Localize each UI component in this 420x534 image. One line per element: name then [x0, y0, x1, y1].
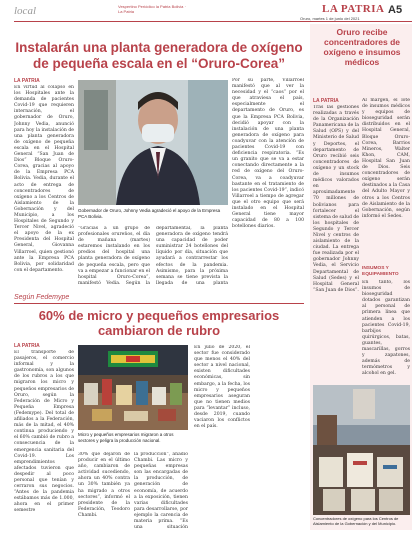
article2-headline: 60% de micro y pequeños empresarios cambiaron de rubro — [38, 308, 280, 338]
governor-photo — [78, 80, 228, 205]
sidebar-col2: Al margen, el lote de insumos médicos y equipos de bioseguridad serán distribuidos en el Hospital General, Bloque Oruro-Corea, Barrios Mineros, Walter Khon, CAM, Hospital San Juan de Dios. Seis concentradores de oxígeno serán destinados a la Casa del Adulto Mayor y otros a los Centros de Aislamiento de la Gobernación, según informó el Sedes. — [362, 98, 410, 219]
sidebar-kicker: LA PATRIA — [313, 98, 339, 104]
article1-col2: “Gracias a un grupo de profesionales orureños, el día de mañana (martes) estaremos instalando en los predios del hospital una planta generadora de oxígeno de pequeña escala, pero que va a empezar a funcionar en el hospital Oruro-Corea”, manifestó Vedia. Según la — [78, 226, 150, 286]
sidebar-caption: Concentradores de oxígeno para los Centros de Aislamiento de la Gobernación y del Municipio. — [313, 516, 399, 526]
products-photo — [78, 345, 188, 430]
article1-col4: Por su parte, Villarroel manifestó que al ver la necesidad y el “caos” por el que atraviesa el país, especialmente el departamento de Oruro, es que la Empresa PCA Bolivia, decidió apoyar con la instalación de una planta generadora de oxígeno para coadyuvar con la atención de pacientes Covid-19 con deficiencia respiratoria. “Es un granito que se va a estar conectando directamente a la red de oxígeno del Oruro-Corea, va a coadyuvar bastante en el tratamiento de los pacientes Covid-19”, indicó Villarroel a tiempo de agregar que el otro equipo que será instalado en el Hospital General tiene mayor capacidad de 80 a 100 botellones diarios. — [232, 78, 304, 230]
sidebar-col1: Tras las gestiones realizadas a través de la Organización Panamericana de la Salud (OPS) y del Ministerio de Salud y Deportes, el departamento de Oruro recibió seis concentradores de oxígeno y un stock de insumos médicos valorados en aproximadamente 70 millones de bolivianos para fortalecer el sistema de salud de los hospitales de Segundo y Tercer Nivel y centros de aislamiento de la ciudad. La entrega fue realizada por el gobernador Johnny Vedia, el Servicio Departamental de Salud (Sedes) y el Hospital General “San Juan de Dios”. — [313, 105, 359, 293]
article2-section-kicker: Según Fedemype — [14, 294, 70, 301]
article2-col5 — [254, 345, 304, 530]
sidebar-col3: En tanto, los insumos de bioseguridad dotados garantizan al personal de primera línea que atienden a los pacientes Covid-19, barbijos quirúrgicos, batas, guantes, mascarillas, gorros y zapatones, además de termómetros y alcohol en gel. — [362, 280, 410, 375]
sidebar-headline: Oruro recibe concentradores de oxígeno e insumos médicos — [323, 27, 401, 67]
issue-date: Oruro, martes 1 de junio del 2021 — [300, 16, 360, 21]
newspaper-logo: LA PATRIA — [322, 3, 385, 15]
concentrators-photo — [313, 385, 410, 515]
article1-caption: Gobernador de Oruro, Johnny Vedia agradeció el apoyo de la Empresa PCA Bolivia. — [78, 208, 221, 219]
section-label: local — [14, 5, 36, 17]
article2-rule — [14, 303, 304, 304]
article1-col3: departamental, la planta generadora de oxígeno tendrá una capacidad de poder suministrar 24 botellones del líquido por día, situación que ayudará a contrarrestar los efectos de la pandemia. Asimismo, para la próxima semana se tiene prevista la llegada de una planta — [156, 226, 228, 286]
header-rule — [14, 21, 412, 22]
article2-col3: la producción”, añadió Chambi. Las micro y pequeñas empresas son las encargadas de la producción, de generación de economía, de acuerdo a la exposición, tienen varias dificultades para desarrollarse, por ejemplo la carencia de materia prima. “Es una situación — [134, 452, 188, 530]
article2-col2: 30% que dejaron de producir en el último año, cambiaron de actividad sucediendo, ahora un 40% contra un 30% también ya ha migrado a otros sectores”, informó el presidente de la Federación, Teodoro Chambi. — [78, 452, 130, 518]
article2-col4: En julio de 2020, el sector fue considerado que menos el 40% del sector a nivel nacional, existen dificultades económicas, sin embargo, a la fecha, los micro y pequeños empresarios aseguran que no tienen medios para “levantar” incluso, desde 2019, cuando vaciaron los conflictos en el país. — [194, 345, 250, 430]
article2-kicker: LA PATRIA — [14, 343, 40, 349]
sidebar-subheader: INSUMOS Y EQUIPAMIENTO — [362, 266, 399, 277]
article1-col1: En virtud al colapso en los Hospitales ante la demanda de pacientes Covid-19 que requieren internación, el gobernador de Oruro, Johnny Vedia, anunció para hoy la instalación de una planta generadora de oxígeno de pequeña escala en el Hospital General “San Juan de Dios” Bloque Oruro-Corea, gracias al apoyo de la Empresa PCA Bolivia. Vedia, durante el acto de entrega de concentradores de oxígeno a los Centros de Aislamiento de la Gobernación y del Municipio, a los Hospitales de Segundo y Tercer Nivel, agradeció el apoyo de la ex Presidenta del Hospital General, Giovanna Villarroel, quien gestionó ante la Empresa PCA Bolivia, por solidaridad con el departamento. — [14, 85, 74, 273]
article1-kicker: LA PATRIA — [14, 78, 40, 84]
article2-col1: El transporte de pasajeros, el comercio informal y la gastronomía, son algunos de los rubros a los que migraron los micro y pequeños empresarios de Oruro, según la Federación de Micro y Pequeña Empresa (Fedemype). Del total de afiliados a la Federación, más de la mitad, el 40% continua produciendo y el 60% cambió de rubro a consecuencia de la emergencia sanitaria del Covid-19. Los emprendimientos afectados tuvieron que despedir al poco personal que tenían y cerraron sus negocios. “Antes de la pandemia estábamos más de 1.000, ahora en el primer semestre — [14, 350, 74, 514]
header-tagline: Vespertino Periódico la Patria Bolivia · La Patria — [118, 4, 186, 14]
article1-headline: Instalarán una planta generadora de oxígeno de pequeña escala en el “Oruro-Corea” — [15, 40, 303, 71]
page-number: A5 — [388, 4, 403, 16]
article2-caption: Micro y pequeños empresarios migraron a otros sectores y peligra la producción nacional. — [78, 432, 174, 443]
